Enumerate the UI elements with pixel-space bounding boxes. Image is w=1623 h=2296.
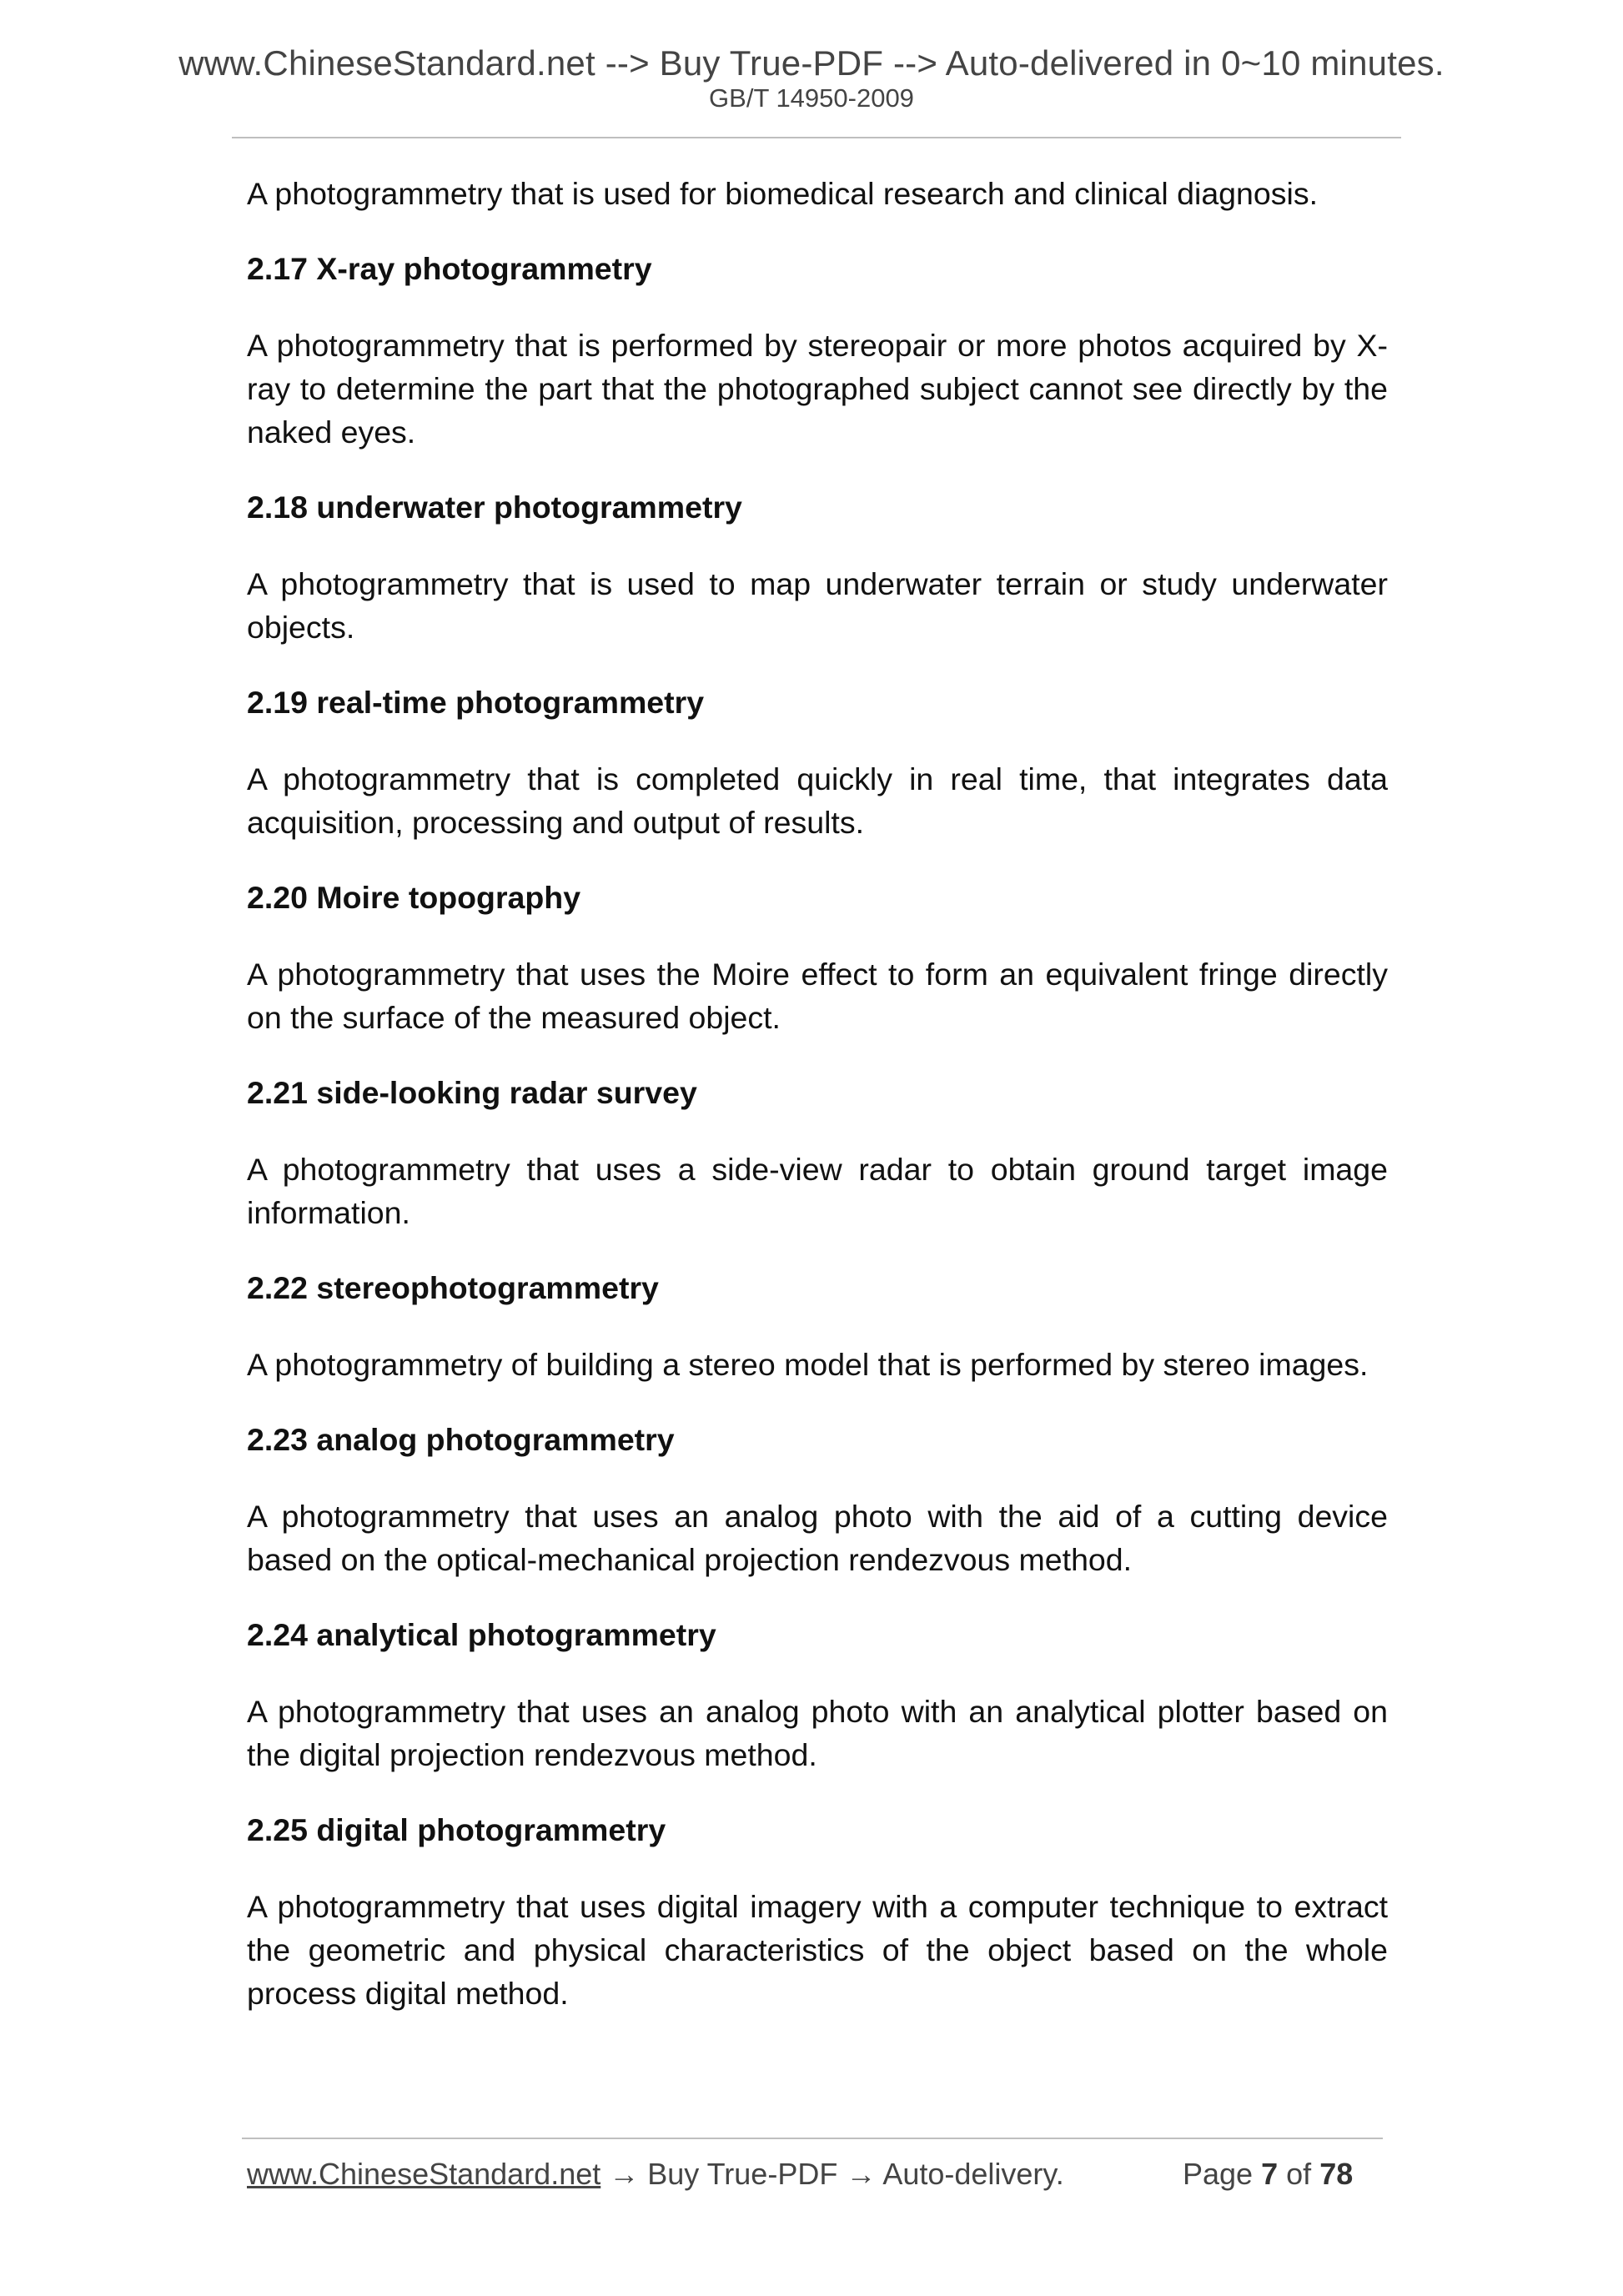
term-entry <box>247 1418 1388 1581</box>
term-heading: 2.21 side-looking radar survey <box>247 1075 697 1110</box>
term-entry <box>247 247 1388 454</box>
footer-promo <box>247 2157 1064 2192</box>
term-heading: 2.23 analog photogrammetry <box>247 1422 675 1457</box>
term-definition: A photogrammetry that is performed by stereopair or more photos acquired by X-ray to determine the part that the photographed subject cannot see directly by the naked eyes. <box>247 328 1388 450</box>
term-definition: A photogrammetry of building a stereo model that is performed by stereo images. <box>247 1347 1369 1382</box>
term-definition: A photogrammetry that uses digital imagery with a computer technique to extract the geometric and physical characteristics of the object based on the whole process digital method. <box>247 1889 1388 2011</box>
site-banner: www.ChineseStandard.net --> Buy True-PDF --> Auto-delivered in 0~10 minutes. <box>178 43 1445 83</box>
term-entry <box>247 1071 1388 1234</box>
lead-paragraph: A photogrammetry that is used for biomedical research and clinical diagnosis. <box>247 176 1318 211</box>
term-heading: 2.17 X-ray photogrammetry <box>247 251 652 286</box>
footer-divider <box>242 2138 1383 2139</box>
page-indicator <box>1183 2157 1353 2192</box>
document-body <box>247 172 1388 2047</box>
of-label: of <box>1286 2157 1312 2191</box>
term-heading: 2.18 underwater photogrammetry <box>247 490 742 525</box>
term-definition: A photogrammetry that uses an analog photo with the aid of a cutting device based on the optical-mechanical projection rendezvous method. <box>247 1499 1388 1577</box>
term-definition: A photogrammetry that uses a side-view radar to obtain ground target image information. <box>247 1152 1388 1230</box>
term-heading: 2.22 stereophotogrammetry <box>247 1270 659 1305</box>
total-pages-number: 78 <box>1319 2157 1354 2191</box>
term-entry <box>247 876 1388 1039</box>
term-definition: A photogrammetry that is used to map underwater terrain or study underwater objects. <box>247 566 1388 645</box>
term-heading: 2.19 real-time photogrammetry <box>247 685 705 720</box>
term-entry <box>247 1808 1388 2015</box>
standard-code: GB/T 14950-2009 <box>709 83 914 113</box>
term-entry <box>247 1266 1388 1386</box>
term-entry <box>247 681 1388 844</box>
term-definition: A photogrammetry that is completed quickly in real time, that integrates data acquisition, processing and output of results. <box>247 761 1388 840</box>
header-divider <box>232 137 1401 138</box>
term-entry <box>247 485 1388 649</box>
term-definition: A photogrammetry that uses the Moire effect to form an equivalent fringe directly on the surface of the measured object. <box>247 957 1388 1035</box>
term-heading: 2.20 Moire topography <box>247 880 581 915</box>
term-entry <box>247 1613 1388 1776</box>
term-heading: 2.25 digital photogrammetry <box>247 1812 666 1847</box>
page-label: Page <box>1183 2157 1254 2191</box>
footer-promo-text: → Buy True-PDF → Auto-delivery. <box>600 2157 1064 2191</box>
term-definition: A photogrammetry that uses an analog photo with an analytical plotter based on the digital projection rendezvous method. <box>247 1694 1388 1772</box>
term-heading: 2.24 analytical photogrammetry <box>247 1617 716 1652</box>
current-page-number: 7 <box>1261 2157 1279 2191</box>
footer-site-link[interactable]: www.ChineseStandard.net <box>247 2157 601 2191</box>
